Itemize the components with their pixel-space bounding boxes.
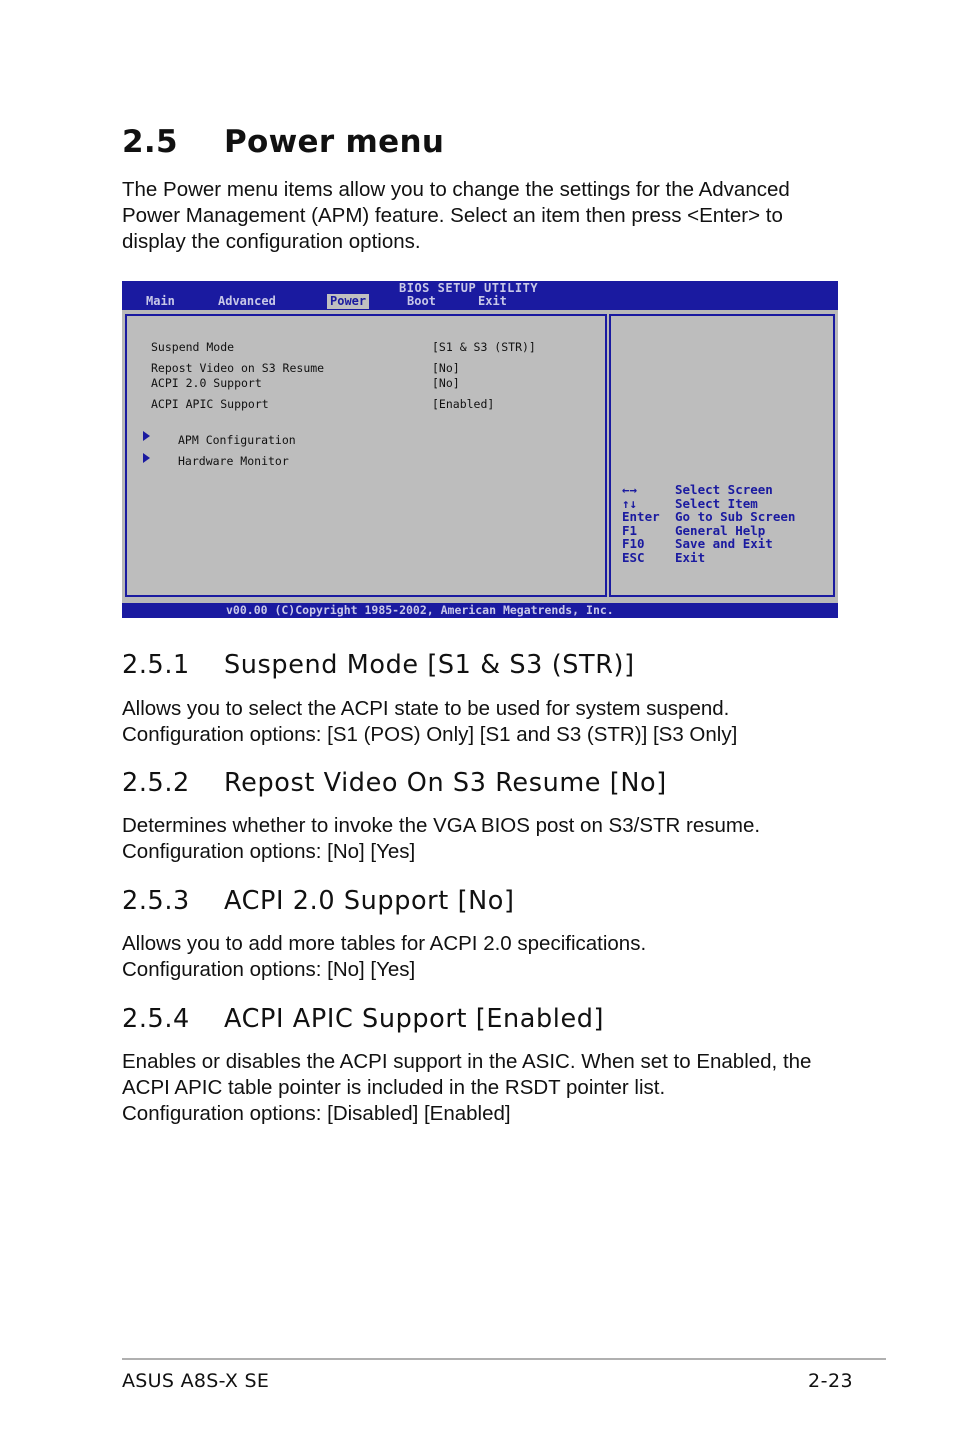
- bios-title: BIOS SETUP UTILITY: [399, 281, 539, 295]
- bios-help-action: Go to Sub Screen: [675, 509, 796, 524]
- bios-help-action: Select Screen: [675, 482, 773, 497]
- subsection-heading: [122, 1004, 604, 1034]
- body-line: Enables or disables the ACPI support in the ASIC. When set to Enabled, the: [122, 1050, 812, 1073]
- bios-header-bar: [122, 281, 838, 310]
- bios-setting-label: ACPI 2.0 Support: [151, 376, 262, 390]
- body-line: Configuration options: [No] [Yes]: [122, 958, 416, 981]
- bios-help-key: Enter: [622, 509, 660, 524]
- subsection-body: [122, 1049, 842, 1127]
- subsection-body: [122, 931, 842, 983]
- bios-submenu-item: Hardware Monitor: [178, 454, 289, 468]
- bios-help-key: ESC: [622, 549, 645, 565]
- bios-setting-value: [No]: [432, 361, 460, 375]
- submenu-arrow-icon: [143, 453, 150, 463]
- bios-help-action: Exit: [675, 549, 706, 565]
- section-heading: [122, 124, 444, 160]
- bios-menu-main: Main: [146, 294, 175, 308]
- bios-setting-label: Suspend Mode: [151, 340, 235, 354]
- body-line: Determines whether to invoke the VGA BIOS post on S3/STR resume.: [122, 814, 761, 837]
- body-line: ACPI APIC table pointer is included in the RSDT pointer list.: [122, 1076, 666, 1099]
- subsection-number: 2.5.1: [122, 650, 190, 680]
- subsection-number: 2.5.4: [122, 1004, 190, 1034]
- subsection-heading: [122, 768, 667, 798]
- subsection-title: Suspend Mode [S1 & S3 (STR)]: [224, 650, 635, 680]
- subsection-heading: [122, 886, 515, 916]
- footer-divider: [122, 1358, 886, 1360]
- intro-line: The Power menu items allow you to change the settings for the Advanced: [122, 178, 790, 201]
- intro-line: display the configuration options.: [122, 230, 421, 253]
- bios-setting-value: [No]: [432, 376, 460, 390]
- bios-menu-boot: Boot: [407, 294, 436, 308]
- body-line: Allows you to add more tables for ACPI 2.0 specifications.: [122, 932, 647, 955]
- bios-help-key: ↑↓: [622, 495, 638, 511]
- bios-menu-advanced: Advanced: [218, 294, 276, 308]
- body-line: Configuration options: [No] [Yes]: [122, 840, 416, 863]
- body-line: Allows you to select the ACPI state to be used for system suspend.: [122, 697, 730, 720]
- intro-line: Power Management (APM) feature. Select an item then press <Enter> to: [122, 204, 783, 227]
- bios-screenshot: [122, 281, 838, 618]
- bios-help-key: F10: [622, 536, 645, 551]
- subsection-body: [122, 813, 842, 865]
- section-number: 2.5: [122, 124, 178, 160]
- bios-help-key: ←→: [622, 482, 638, 497]
- bios-setting-value: [Enabled]: [432, 397, 495, 411]
- bios-setting-label: Repost Video on S3 Resume: [151, 361, 325, 375]
- bios-setting-label: ACPI APIC Support: [151, 397, 269, 411]
- bios-help-action: General Help: [675, 522, 766, 538]
- subsection-number: 2.5.3: [122, 886, 190, 916]
- page-number: 2-23: [808, 1370, 854, 1392]
- subsection-number: 2.5.2: [122, 768, 190, 798]
- body-line: Configuration options: [Disabled] [Enabled]: [122, 1102, 511, 1125]
- submenu-arrow-icon: [143, 431, 150, 441]
- bios-menu-exit: Exit: [478, 294, 507, 308]
- subsection-heading: [122, 650, 635, 680]
- bios-menu-power: Power: [327, 294, 369, 309]
- subsection-title: ACPI 2.0 Support [No]: [224, 886, 515, 916]
- bios-help-action: Save and Exit: [675, 536, 773, 551]
- body-line: Configuration options: [S1 (POS) Only] [S1 and S3 (STR)] [S3 Only]: [122, 723, 738, 746]
- bios-setting-value: [S1 & S3 (STR)]: [432, 340, 536, 354]
- footer-product: ASUS A8S-X SE: [122, 1370, 270, 1392]
- section-title: Power menu: [224, 124, 445, 160]
- bios-footer-bar: [122, 603, 838, 618]
- bios-copyright: v00.00 (C)Copyright 1985-2002, American Megatrends, Inc.: [226, 603, 614, 617]
- bios-submenu-item: APM Configuration: [178, 433, 296, 447]
- bios-help-action: Select Item: [675, 495, 758, 511]
- intro-paragraph: [122, 177, 842, 255]
- subsection-body: [122, 696, 842, 748]
- bios-help-key: F1: [622, 522, 638, 538]
- subsection-title: ACPI APIC Support [Enabled]: [224, 1004, 605, 1034]
- subsection-title: Repost Video On S3 Resume [No]: [224, 768, 667, 798]
